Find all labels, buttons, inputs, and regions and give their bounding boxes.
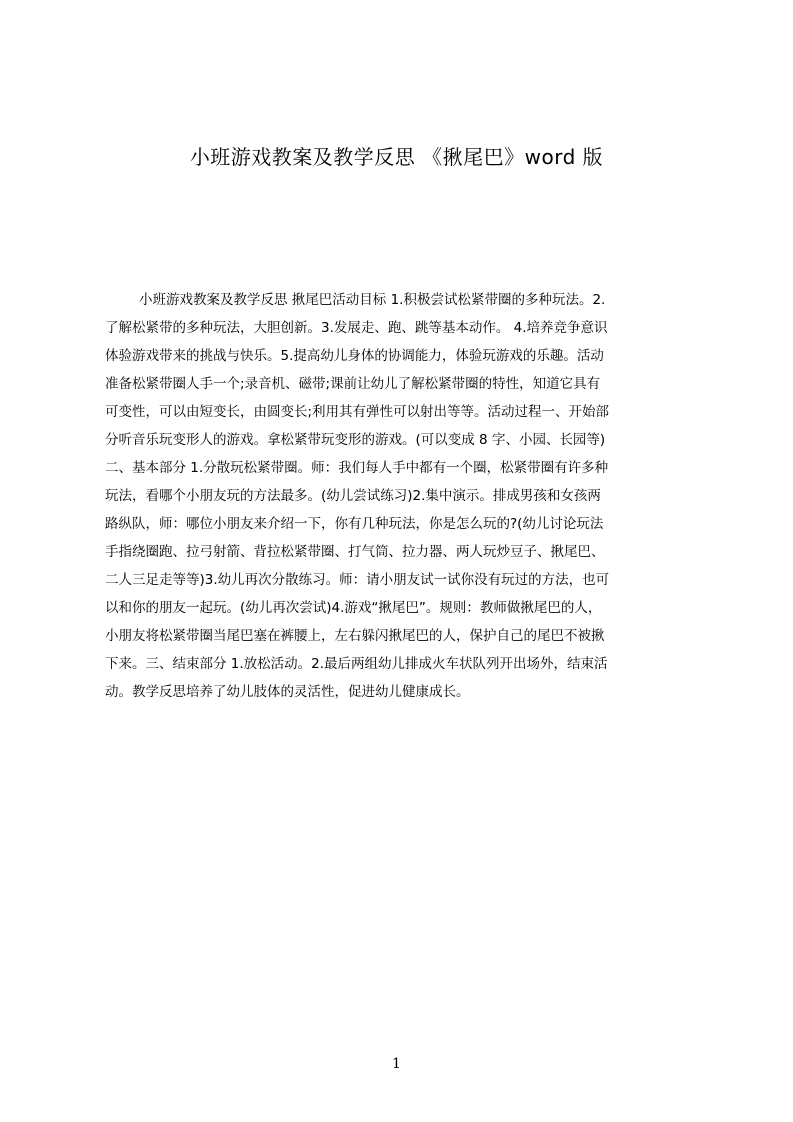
body-line: 体验游戏带来的挑战与快乐。5.提高幼儿身体的协调能力，体验玩游戏的乐趣。活动 [105,348,604,364]
document-title: 小班游戏教案及教学反思 《揪尾巴》word 版 [189,145,604,169]
body-line: 小班游戏教案及教学反思 揪尾巴活动目标 1.积极尝试松紧带圈的多种玩法。2. [139,292,606,308]
page-number: 1 [392,1056,401,1072]
document-body [105,286,698,706]
body-line: 路纵队，师：哪位小朋友来介绍一下，你有几种玩法，你是怎么玩的?(幼儿讨论玩法 [105,516,604,532]
body-line: 手指绕圈跑、拉弓射箭、背拉松紧带圈、打气筒、拉力器、两人玩炒豆子、揪尾巴、 [105,544,605,560]
body-line: 动。教学反思培养了幼儿肢体的灵活性，促进幼儿健康成长。 [105,684,470,700]
body-line: 可变性，可以由短变长，由圆变长;利用其有弹性可以射出等等。活动过程一、开始部 [105,404,610,420]
body-line: 了解松紧带的多种玩法，大胆创新。3.发展走、跑、跳等基本动作。 4.培养竞争意识 [105,320,608,336]
body-line: 下来。三、结束部分 1.放松活动。2.最后两组幼儿排成火车状队列开出场外，结束活 [105,656,608,672]
body-line: 分听音乐玩变形人的游戏。拿松紧带玩变形的游戏。(可以变成 8 字、小园、长园等) [105,432,606,448]
body-line: 小朋友将松紧带圈当尾巴塞在裤腰上，左右躲闪揪尾巴的人，保护自己的尾巴不被揪 [105,628,605,644]
body-line: 二人三足走等等)3.幼儿再次分散练习。师：请小朋友试一试你没有玩过的方法，也可 [105,572,610,588]
body-line: 以和你的朋友一起玩。(幼儿再次尝试)4.游戏“揪尾巴”。规则：教师做揪尾巴的人， [105,600,602,616]
body-line: 准备松紧带圈人手一个;录音机、磁带;课前让幼儿了解松紧带圈的特性，知道它具有 [105,376,601,392]
body-line: 二、基本部分 1.分散玩松紧带圈。师：我们每人手中都有一个圈，松紧带圈有许多种 [105,460,609,476]
body-line: 玩法，看哪个小朋友玩的方法最多。(幼儿尝试练习)2.集中演示。排成男孩和女孩两 [105,488,601,504]
